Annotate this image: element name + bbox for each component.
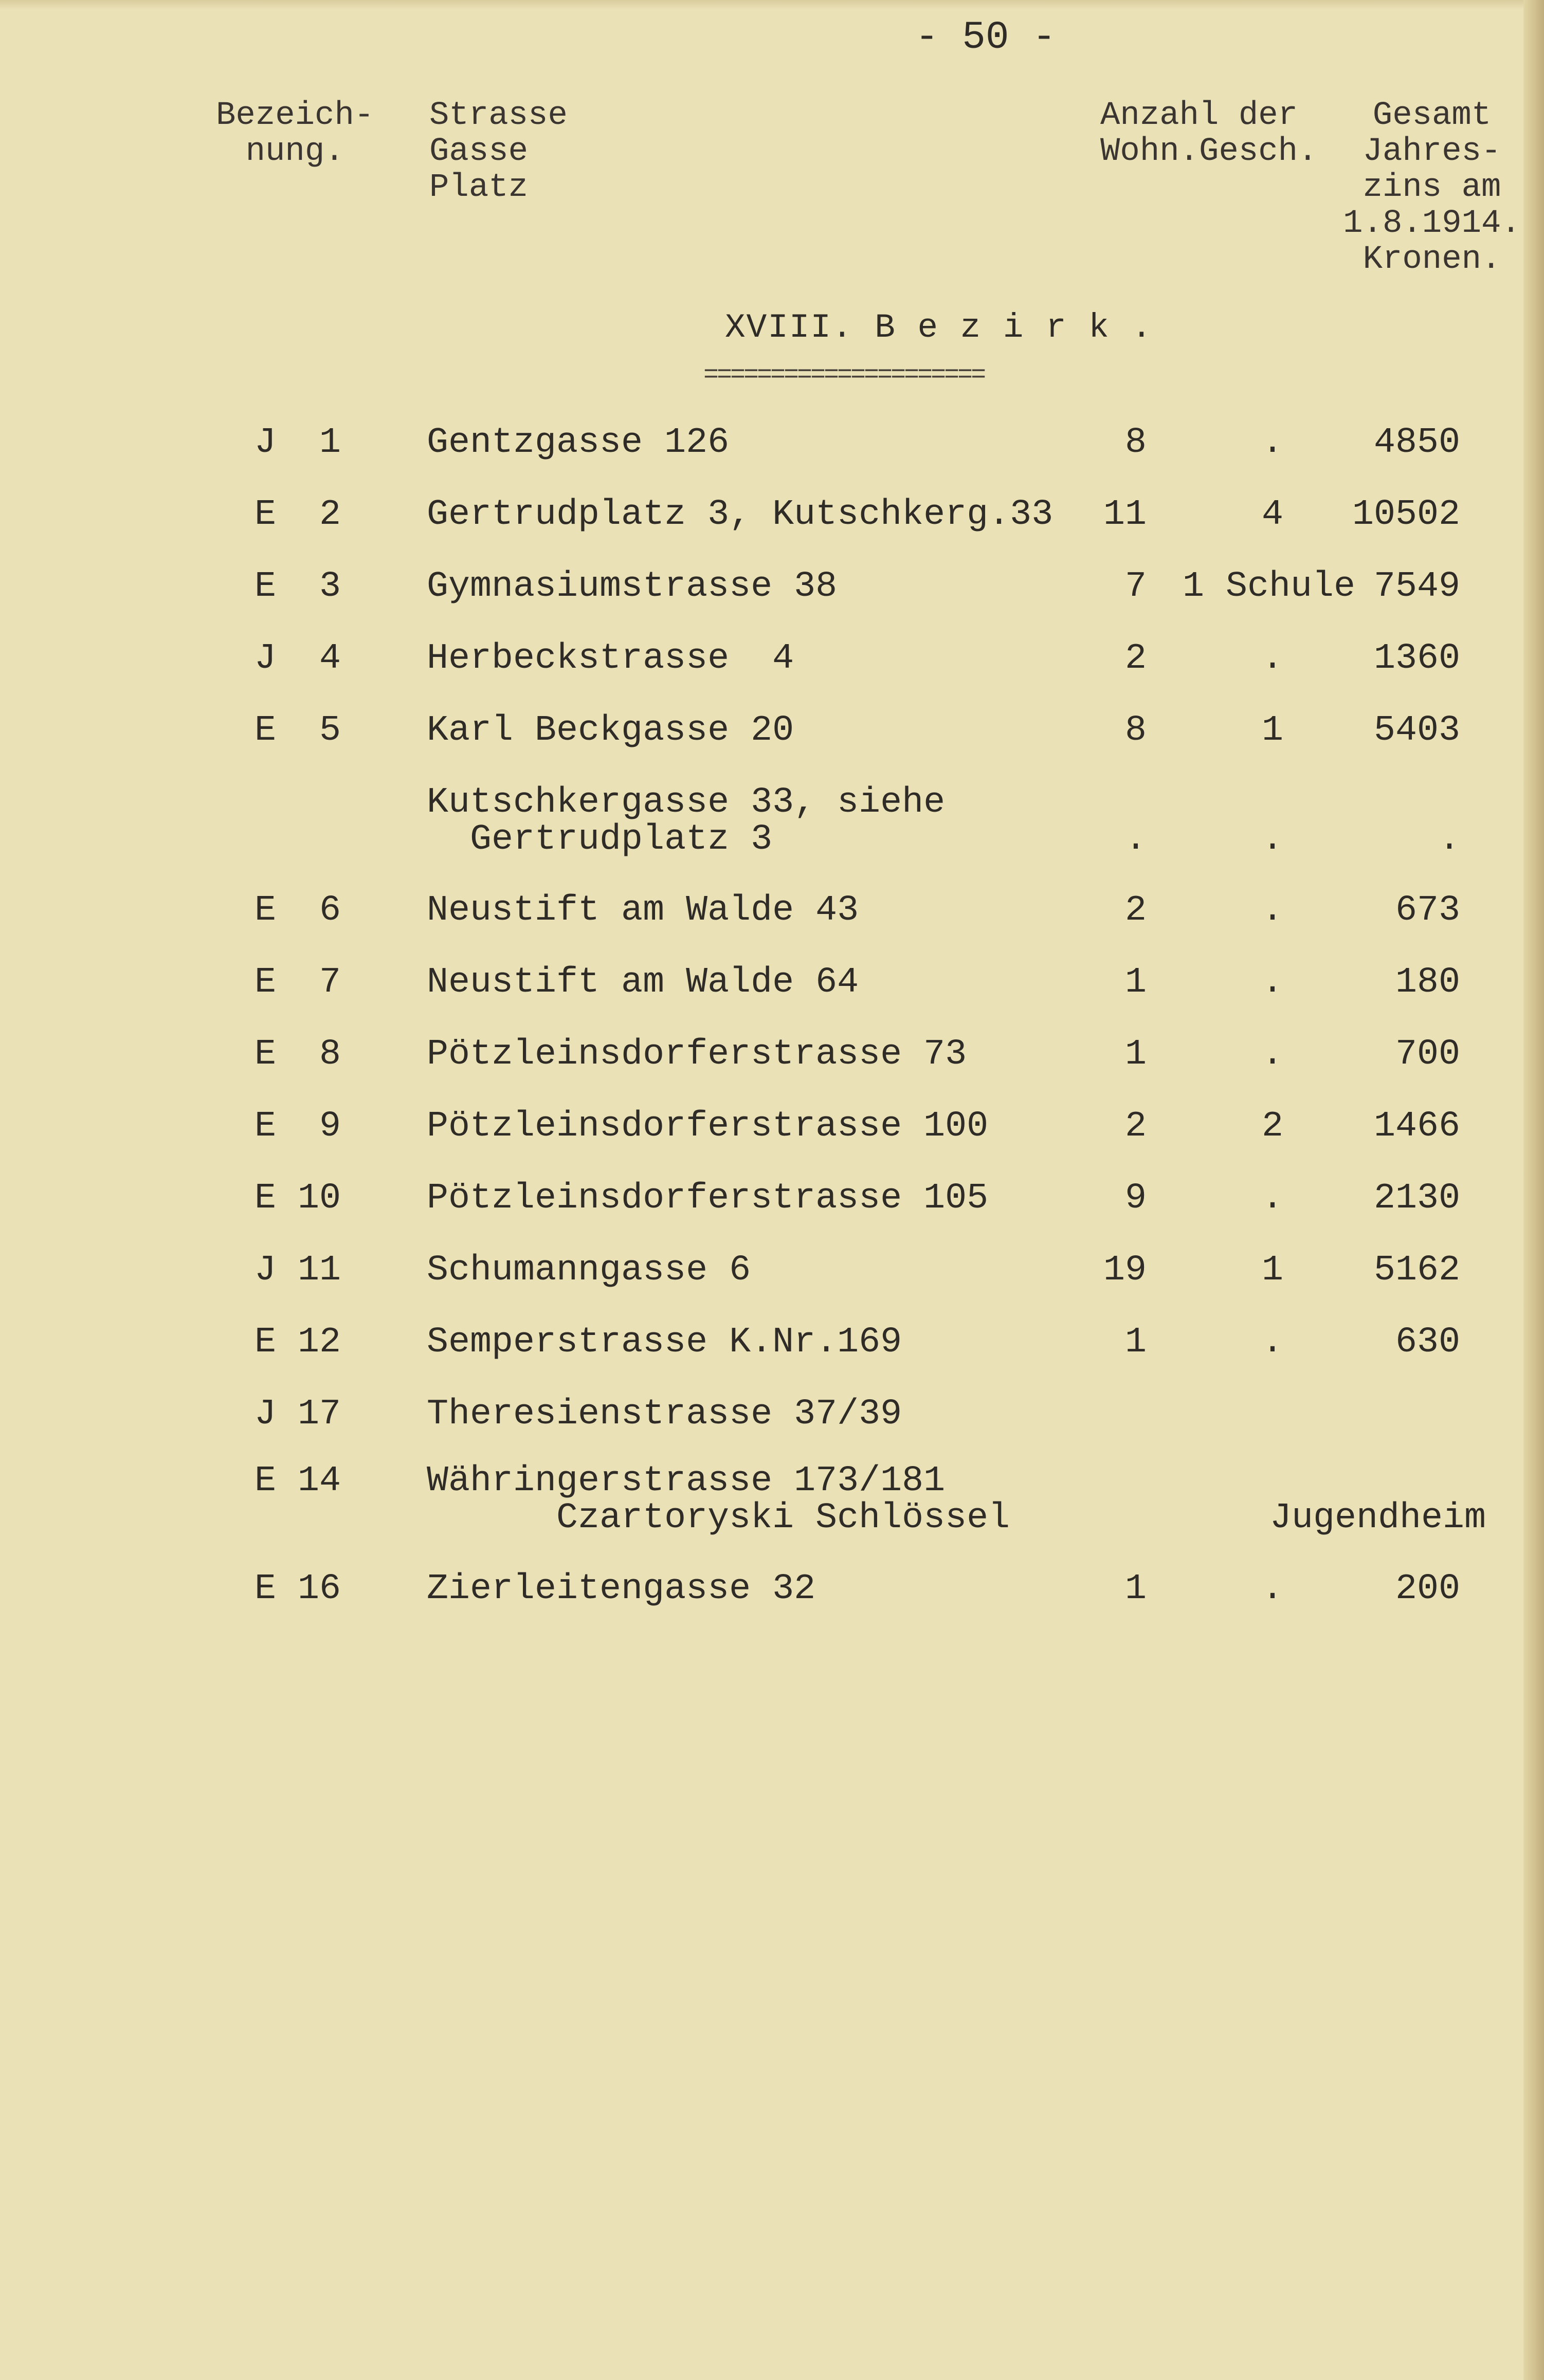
row-zins: 4850 (1373, 423, 1460, 463)
row-street: Zierleitengasse 32 (427, 1569, 816, 1609)
page-top-edge (0, 0, 1544, 9)
row-code: J 17 (255, 1394, 341, 1435)
row-geschaefte: 1 (1261, 1250, 1283, 1291)
row-street: Gymnasiumstrasse 38 (427, 566, 838, 607)
row-street: Gertrudplatz 3, Kutschkerg.33 (427, 495, 1053, 535)
row-wohnungen: 8 (1124, 710, 1147, 751)
row-geschaefte: . (1261, 962, 1283, 1003)
row-street: Kutschkergasse 33, siehe Gertrudplatz 3 (427, 782, 946, 860)
row-code: E 5 (255, 710, 341, 751)
row-street: Neustift am Walde 64 (427, 962, 859, 1003)
page-right-edge (1523, 0, 1544, 2380)
row-street: Gentzgasse 126 (427, 423, 730, 463)
row-street: Karl Beckgasse 20 (427, 710, 794, 751)
row-wohnungen: 19 (1103, 1250, 1147, 1291)
header-gesamt: Gesamt Jahres- zins am 1.8.1914. Kronen. (1343, 97, 1521, 278)
row-geschaefte: . (1261, 1322, 1283, 1363)
row-geschaefte: 4 (1261, 495, 1283, 535)
row-code: E 8 (255, 1034, 341, 1075)
row-code: J 1 (255, 423, 341, 463)
header-bezeichnung: Bezeich- nung. (216, 97, 374, 170)
row-street: Theresienstrasse 37/39 (427, 1394, 902, 1435)
row-code: J 11 (255, 1250, 341, 1291)
row-wohnungen: . (1124, 819, 1147, 860)
row-geschaefte: 1 (1261, 710, 1283, 751)
row-code: E 9 (255, 1106, 341, 1147)
row-geschaefte: 1 Schule (1183, 566, 1356, 607)
row-wohnungen: 9 (1124, 1178, 1147, 1219)
row-geschaefte: . (1261, 423, 1283, 463)
row-street: Schumanngasse 6 (427, 1250, 751, 1291)
row-zins: 200 (1395, 1569, 1460, 1609)
row-street: Pötzleinsdorferstrasse 100 (427, 1106, 989, 1147)
section-underline: ===================== (703, 361, 985, 390)
row-wohnungen: 8 (1124, 423, 1147, 463)
row-wohnungen: 7 (1124, 566, 1147, 607)
row-street: Währingerstrasse 173/181 Czartoryski Schlössel (427, 1461, 1010, 1539)
page-number: - 50 - (915, 15, 1056, 60)
row-geschaefte: . (1261, 819, 1283, 860)
row-zins: . (1438, 819, 1460, 860)
row-zins: 700 (1395, 1034, 1460, 1075)
row-code: E 10 (255, 1178, 341, 1219)
row-wohnungen: 1 (1124, 1322, 1147, 1363)
row-note: Jugendheim (1270, 1498, 1486, 1539)
row-wohnungen: 2 (1124, 638, 1147, 679)
row-geschaefte: . (1261, 890, 1283, 931)
row-wohnungen: 2 (1124, 890, 1147, 931)
row-street: Pötzleinsdorferstrasse 73 (427, 1034, 967, 1075)
row-zins: 5162 (1373, 1250, 1460, 1291)
row-street: Pötzleinsdorferstrasse 105 (427, 1178, 989, 1219)
row-zins: 10502 (1352, 495, 1460, 535)
row-zins: 5403 (1373, 710, 1460, 751)
row-geschaefte: 2 (1261, 1106, 1283, 1147)
row-wohnungen: 1 (1124, 962, 1147, 1003)
section-title: XVIII. B e z i r k . (725, 308, 1153, 347)
row-zins: 180 (1395, 962, 1460, 1003)
row-wohnungen: 1 (1124, 1034, 1147, 1075)
row-geschaefte: . (1261, 638, 1283, 679)
row-wohnungen: 1 (1124, 1569, 1147, 1609)
row-code: E 14 (255, 1461, 341, 1502)
row-zins: 7549 (1373, 566, 1460, 607)
row-geschaefte: . (1261, 1034, 1283, 1075)
row-zins: 673 (1395, 890, 1460, 931)
row-zins: 1360 (1373, 638, 1460, 679)
row-code: E 12 (255, 1322, 341, 1363)
row-code: E 6 (255, 890, 341, 931)
row-code: E 2 (255, 495, 341, 535)
row-street: Neustift am Walde 43 (427, 890, 859, 931)
row-wohnungen: 11 (1103, 495, 1147, 535)
header-anzahl: Anzahl der Wohn.Gesch. (1100, 97, 1318, 170)
row-zins: 1466 (1373, 1106, 1460, 1147)
row-zins: 630 (1395, 1322, 1460, 1363)
row-street: Semperstrasse K.Nr.169 (427, 1322, 902, 1363)
row-street: Herbeckstrasse 4 (427, 638, 794, 679)
row-code: E 16 (255, 1569, 341, 1609)
row-zins: 2130 (1373, 1178, 1460, 1219)
row-geschaefte: . (1261, 1178, 1283, 1219)
header-strasse: Strasse Gasse Platz (429, 97, 568, 206)
row-code: E 3 (255, 566, 341, 607)
row-wohnungen: 2 (1124, 1106, 1147, 1147)
row-geschaefte: . (1261, 1569, 1283, 1609)
row-code: J 4 (255, 638, 341, 679)
row-code: E 7 (255, 962, 341, 1003)
